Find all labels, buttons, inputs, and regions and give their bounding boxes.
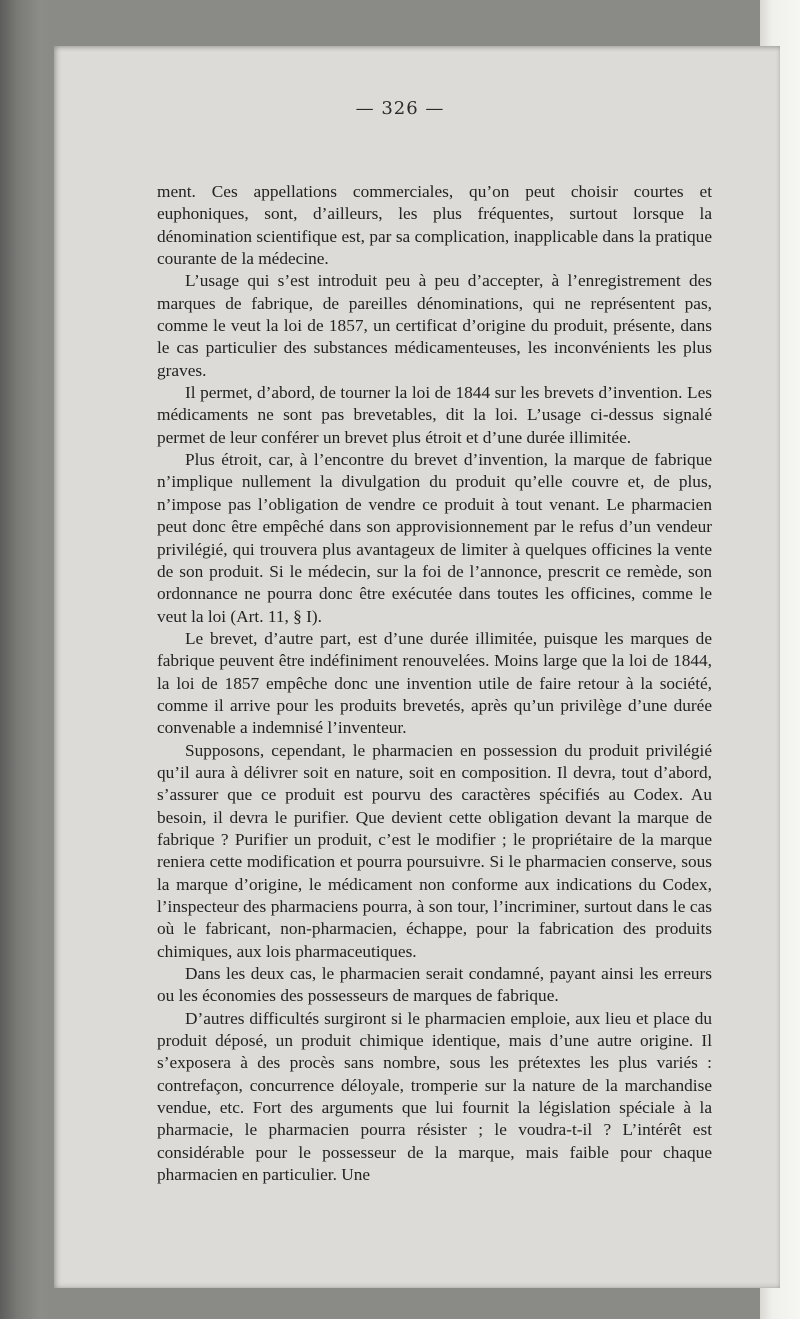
page-number: — 326 — [355, 98, 445, 119]
paragraph-4: Plus étroit, car, à l’encontre du brevet d’invention, la marque de fabrique n’implique nullement la divulgation du produit qu’elle couvre et, de plus, n’impose pas l’obligation de vendre ce produit à tout venant. Le pharmacien peut donc être empêché dans son approvisionnement par le refus d’un vendeur privilégié, qui trouvera plus avantageux de limiter à quelques officines la vente de son produit. Si le médecin, sur la foi de l’annonce, prescrit ce remède, son ordonnance ne pourra donc être exécutée dans toutes les officines, comme le veut la loi (Art. 11, § I). [157, 450, 712, 626]
paragraph-7: Dans les deux cas, le pharmacien serait condamné, payant ainsi les erreurs ou les économies des possesseurs de marques de fabrique. [157, 964, 712, 1006]
paragraph-8: D’autres difficultés surgiront si le pharmacien emploie, aux lieu et place du produit déposé, un produit chimique identique, mais d’une autre origine. Il s’exposera à des procès sans nombre, sous les prétextes les plus variés : contrefaçon, concurrence déloyale, tromperie sur la nature de la marchandise vendue, etc. Fort des arguments que lui fournit la législation spéciale à la pharmacie, le pharmacien pourra résister ; le voudra-t-il ? L’intérêt est considérable pour le possesseur de la marque, mais faible pour chaque pharmacien en particulier. Une [157, 1008, 712, 1185]
paragraph-1: ment. Ces appellations commerciales, qu’on peut choisir courtes et euphoniques, sont, d’ailleurs, les plus fréquentes, surtout lorsque la dénomination scientifique est, par sa complication, inapplicable dans la pratique courante de la médecine. [157, 182, 712, 269]
body-text [157, 181, 712, 1186]
paragraph-3: Il permet, d’abord, de tourner la loi de 1844 sur les brevets d’invention. Les médicaments ne sont pas brevetables, dit la loi. L’usage ci-dessus signalé permet de leur conférer un brevet plus étroit et d’une durée illimitée. [157, 383, 712, 447]
paragraph-2: L’usage qui s’est introduit peu à peu d’accepter, à l’enregistrement des marques de fabrique, de pareilles dénominations, qui ne représentent pas, comme le veut la loi de 1857, un certificat d’origine du produit, présente, dans le cas particulier des substances médicamenteuses, les inconvénients les plus graves. [157, 271, 712, 380]
paragraph-5: Le brevet, d’autre part, est d’une durée illimitée, puisque les marques de fabrique peuvent être indéfiniment renouvelées. Moins large que la loi de 1844, la loi de 1857 empêche donc une invention utile de faire retour à la société, comme il arrive pour les produits brevetés, après qu’un privilège d’une durée convenable a indemnisé l’inventeur. [157, 628, 712, 738]
paragraph-6: Supposons, cependant, le pharmacien en possession du produit privilégié qu’il aura à délivrer soit en nature, soit en composition. Il devra, tout d’abord, s’assurer que ce produit est pourvu des caractères spécifiés au Codex. Au besoin, il devra le purifier. Que devient cette obligation devant la marque de fabrique ? Purifier un produit, c’est le modifier ; le propriétaire de la marque reniera cette modification et pourra poursuivre. Si le pharmacien conserve, sous la marque d’origine, le médicament non conforme aux indications du Codex, l’inspecteur des pharmaciens pourra, à son tour, l’incriminer, surtout dans le cas où le fabricant, non-pharmacien, échappe, pour la fabrication des produits chimiques, aux lois pharmaceutiques. [157, 740, 712, 961]
